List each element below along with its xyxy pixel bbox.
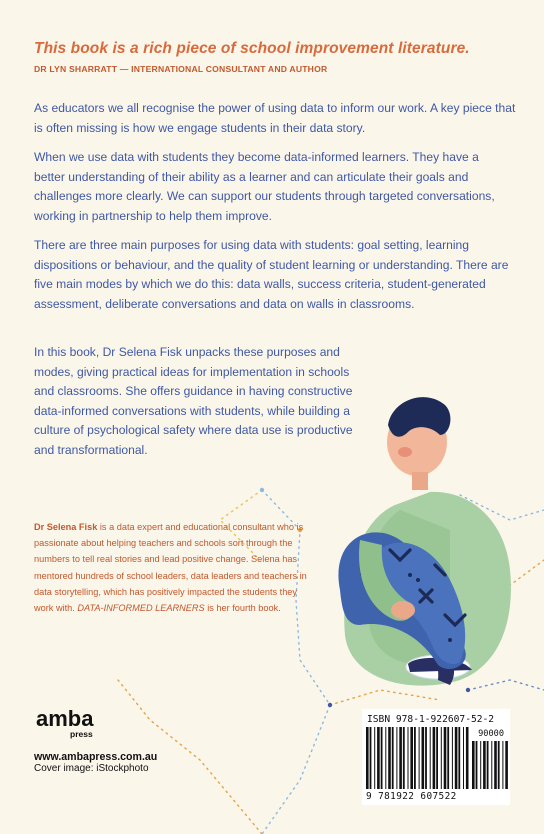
description-paragraph-2: When we use data with students they become data-informed learners. They have a better understanding of their ability as a learner and can articulate their goals and challenges more clearly. We can support our students through targeted conversations, working in partnership to help them improve. <box>34 150 495 223</box>
description-paragraph-1: As educators we all recognise the power of using data to inform our work. A key piece that is often missing is how we engage students in their data story. <box>34 101 516 135</box>
barcode-digits: 9 781922 607522 <box>366 791 457 802</box>
addon-barcode-bars <box>472 741 508 789</box>
seated-person-illustration <box>300 380 544 720</box>
publisher-logo-text: amba <box>36 708 94 731</box>
price-code: 90000 <box>478 729 504 739</box>
isbn-number: ISBN 978-1-922607-52-2 <box>367 714 495 725</box>
quote-attribution: DR LYN SHARRATT — INTERNATIONAL CONSULTANT AND AUTHOR <box>34 64 328 74</box>
cover-image-credit: Cover image: iStockphoto <box>34 763 149 774</box>
author-bio-closing: is her fourth book. <box>204 603 281 614</box>
barcode-bars <box>366 727 469 789</box>
endorsement-quote: This book is a rich piece of school improvement literature. <box>34 40 470 57</box>
author-bio-text: is a data expert and educational consultant who is passionate about helping teachers and schools sort through the numbers to tell real stories and lead positive change. Selena has mentored hundreds of school leaders, data leaders and teachers in data storytelling, which has positively impacted the students they work with. <box>34 522 307 614</box>
book-title: DATA-INFORMED LEARNERS <box>77 603 205 614</box>
publisher-logo-subtext: press <box>70 729 93 739</box>
description-paragraph-4: In this book, Dr Selena Fisk unpacks these purposes and modes, giving practical ideas for implementation in schools and classrooms. She offers guidance in having constructive data-informed conversations with students, while building a culture of psychological safety where data use is productive and transformational. <box>34 345 353 457</box>
description-paragraph-3: There are three main purposes for using data with students: goal setting, learning dispositions or behaviour, and the quality of student learning or understanding. There are five main modes by which we do this: data walls, success criteria, student-generated assessment, deliberate conversations and data on walls in classrooms. <box>34 238 509 311</box>
author-name: Dr Selena Fisk <box>34 522 98 532</box>
publisher-website[interactable]: www.ambapress.com.au <box>34 751 158 763</box>
isbn-barcode <box>362 709 510 805</box>
publisher-logo <box>36 708 106 740</box>
author-bio <box>34 519 309 616</box>
